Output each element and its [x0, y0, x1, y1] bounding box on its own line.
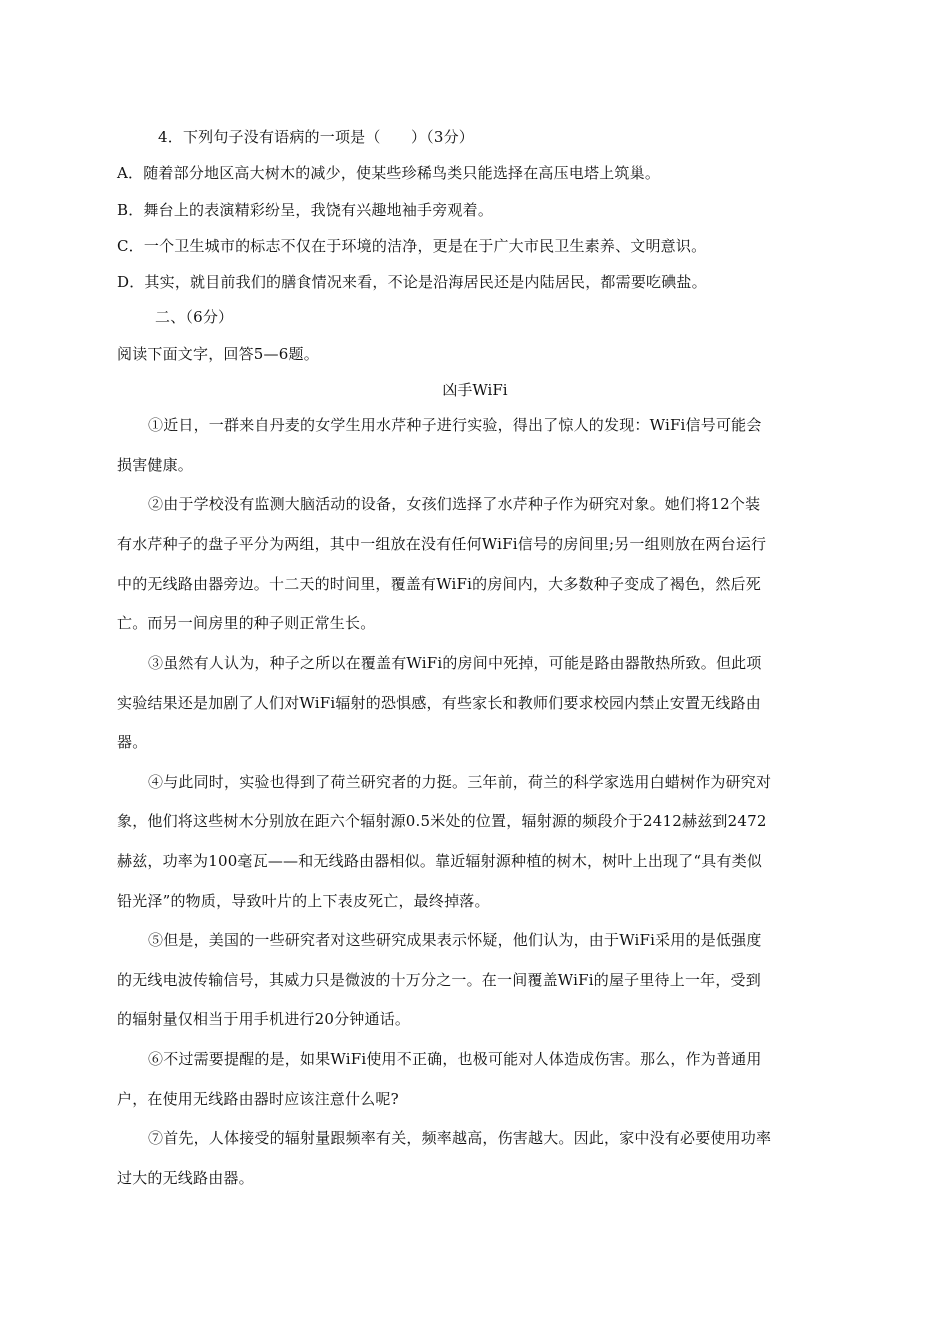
- article-line: 赫兹，功率为100毫瓦——和无线路由器相似。靠近辐射源种植的树木，树叶上出现了“具有类似: [117, 852, 763, 870]
- article-line: ②由于学校没有监测大脑活动的设备，女孩们选择了水芹种子作为研究对象。她们将12个装: [148, 495, 761, 513]
- article-line: 亡。而另一间房里的种子则正常生长。: [117, 614, 376, 632]
- article-line: 的无线电波传输信号，其威力只是微波的十万分之一。在一间覆盖WiFi的屋子里待上一年，受到: [117, 971, 761, 989]
- reading-instruction: 阅读下面文字，回答5—6题。: [117, 345, 319, 363]
- article-line: ③虽然有人认为，种子之所以在覆盖有WiFi的房间中死掉，可能是路由器散热所致。但此项: [148, 654, 762, 672]
- article-line: 过大的无线路由器。: [117, 1169, 254, 1187]
- article-title: 凶手WiFi: [442, 381, 508, 399]
- question-4-option-b: B．舞台上的表演精彩纷呈，我饶有兴趣地袖手旁观着。: [117, 201, 494, 219]
- article-line: ⑥不过需要提醒的是，如果WiFi使用不正确，也极可能对人体造成伤害。那么，作为普通用: [148, 1050, 762, 1068]
- article-line: 户，在使用无线路由器时应该注意什么呢?: [117, 1090, 399, 1108]
- article-line: 中的无线路由器旁边。十二天的时间里，覆盖有WiFi的房间内，大多数种子变成了褐色，然后死: [117, 575, 761, 593]
- article-line: ⑦首先，人体接受的辐射量跟频率有关，频率越高，伤害越大。因此，家中没有必要使用功率: [148, 1129, 772, 1147]
- article-line: 的辐射量仅相当于用手机进行20分钟通话。: [117, 1010, 411, 1028]
- article-line: ①近日，一群来自丹麦的女学生用水芹种子进行实验，得出了惊人的发现：WiFi信号可能会: [148, 416, 762, 434]
- section-2-heading: 二、（6分）: [155, 308, 234, 326]
- article-line: 实验结果还是加剧了人们对WiFi辐射的恐惧感，有些家长和教师们要求校园内禁止安置无线路由: [117, 694, 761, 712]
- question-4-stem: 4．下列句子没有语病的一项是（ ）（3分）: [158, 128, 474, 146]
- article-line: 铅光泽”的物质，导致叶片的上下表皮死亡，最终掉落。: [117, 892, 490, 910]
- question-4-option-d: D．其实，就目前我们的膳食情况来看，不论是沿海居民还是内陆居民，都需要吃碘盐。: [117, 273, 707, 291]
- article-line: 有水芹种子的盘子平分为两组，其中一组放在没有任何WiFi信号的房间里;另一组则放在两台运行: [117, 535, 767, 553]
- article-line: 损害健康。: [117, 456, 194, 474]
- article-line: ⑤但是，美国的一些研究者对这些研究成果表示怀疑，他们认为，由于WiFi采用的是低强度: [148, 931, 762, 949]
- question-4-option-c: C．一个卫生城市的标志不仅在于环境的洁净，更是在于广大市民卫生素养、文明意识。: [117, 237, 707, 255]
- article-line: 器。: [117, 733, 148, 751]
- question-4-option-a: A．随着部分地区高大树木的减少，使某些珍稀鸟类只能选择在高压电塔上筑巢。: [117, 164, 661, 182]
- article-line: ④与此同时，实验也得到了荷兰研究者的力挺。三年前，荷兰的科学家选用白蜡树作为研究对: [148, 773, 772, 791]
- article-line: 象，他们将这些树木分别放在距六个辐射源0.5米处的位置，辐射源的频段介于2412赫兹到2472: [117, 812, 767, 830]
